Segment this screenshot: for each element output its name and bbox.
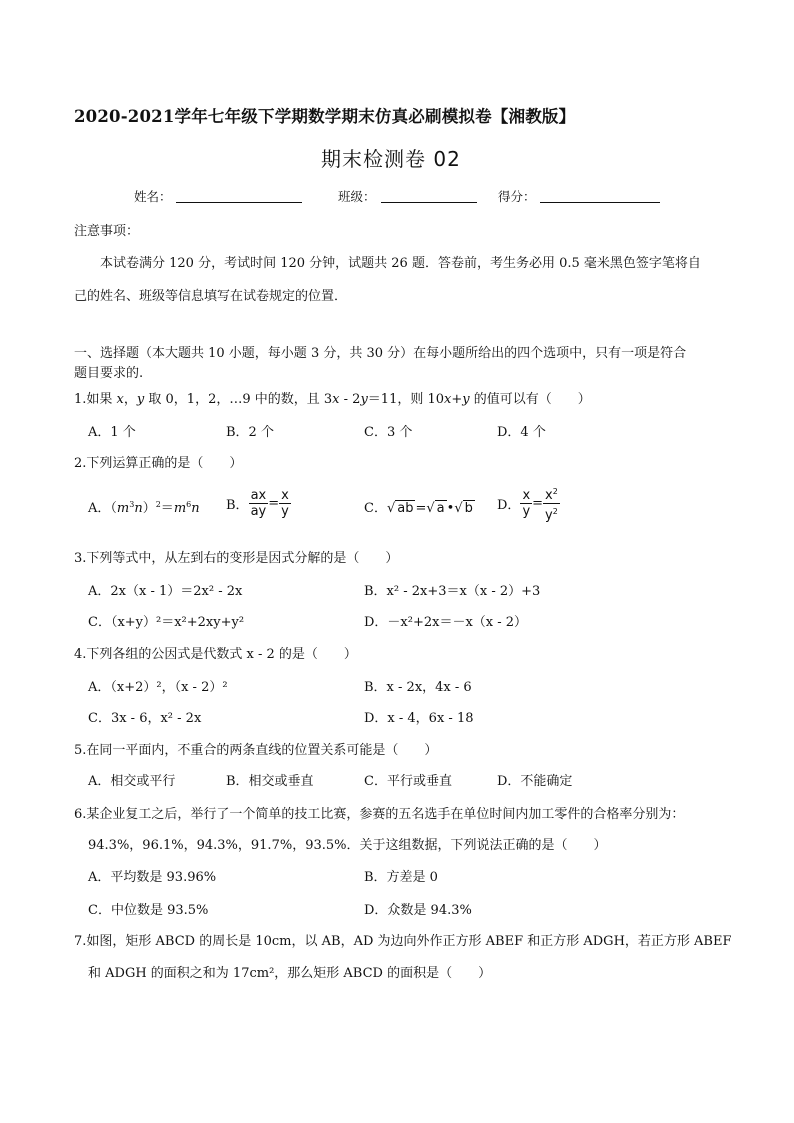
q3-stem: 3.下列等式中，从左到右的变形是因式分解的是（ ） bbox=[74, 551, 399, 566]
q4-option-c[interactable]: C．3x - 6，x² - 2x bbox=[88, 711, 202, 726]
q3-option-c[interactable]: C．（x+y）²＝x²+2xy+y² bbox=[88, 615, 245, 630]
score-blank[interactable] bbox=[540, 202, 660, 203]
q1-stem: 1.如果 x，y 取 0，1，2，…9 中的数，且 3x - 2y＝11，则 10x+y 的值可以有（ ） bbox=[74, 392, 591, 407]
q1-option-c[interactable]: C．3 个 bbox=[364, 425, 413, 440]
q3-option-b[interactable]: B．x² - 2x+3＝x（x - 2）+3 bbox=[364, 584, 541, 599]
exam-subtitle: 期末检测卷 02 bbox=[321, 147, 461, 171]
q1-option-a[interactable]: A．1 个 bbox=[88, 425, 136, 440]
q2-stem: 2.下列运算正确的是（ ） bbox=[74, 456, 243, 471]
section1-line-1: 一、选择题（本大题共 10 小题，每小题 3 分，共 30 分）在每小题所给出的四个选项中，只有一项是符合 bbox=[74, 346, 687, 361]
notes-heading: 注意事项： bbox=[74, 224, 140, 239]
q6-stem-line-1: 6.某企业复工之后，举行了一个简单的技工比赛，参赛的五名选手在单位时间内加工零件的合格率分别为： bbox=[74, 807, 685, 822]
sqrt-symbol: √ b bbox=[454, 501, 473, 516]
q6-stem-line-2: 94.3%，96.1%，94.3%，91.7%，93.5%．关于这组数据，下列说法正确的是（ ） bbox=[88, 838, 607, 853]
q6-option-c[interactable]: C．中位数是 93.5% bbox=[88, 903, 209, 918]
q4-option-d[interactable]: D．x - 4，6x - 18 bbox=[364, 711, 474, 726]
q5-option-c[interactable]: C．平行或垂直 bbox=[364, 774, 452, 789]
name-blank[interactable] bbox=[176, 202, 302, 203]
q5-stem: 5.在同一平面内，不重合的两条直线的位置关系可能是（ ） bbox=[74, 743, 438, 758]
q2-option-d[interactable]: D． $\frac{x}{y}$ = $\frac{x^2}{y^2}$ bbox=[497, 484, 560, 523]
class-blank[interactable] bbox=[381, 202, 477, 203]
fraction: $\frac{x^2}{y^2}$ bbox=[543, 484, 560, 523]
notes-line-1: 本试卷满分 120 分，考试时间 120 分钟，试题共 26 题．答卷前，考生务必用 0.5 毫米黑色签字笔将自 bbox=[100, 256, 701, 271]
q4-option-a[interactable]: A．（x+2）²，（x - 2）² bbox=[88, 680, 228, 695]
score-label: 得分： bbox=[498, 189, 536, 204]
q2-option-b[interactable]: B． $\frac{ax}{ay}$ = $\frac{x}{y}$ bbox=[226, 488, 289, 519]
q6-option-d[interactable]: D．众数是 94.3% bbox=[364, 903, 472, 918]
notes-line-2: 己的姓名、班级等信息填写在试卷规定的位置． bbox=[74, 289, 348, 304]
section1-line-2: 题目要求的. bbox=[74, 366, 144, 381]
fraction: $\frac{ax}{ay}$ bbox=[250, 488, 267, 519]
fraction: $\frac{x}{y}$ bbox=[522, 488, 531, 519]
name-label: 姓名： bbox=[134, 189, 172, 204]
q2-option-c[interactable]: C．√ ab =√ a •√ b bbox=[364, 501, 473, 516]
q6-option-b[interactable]: B．方差是 0 bbox=[364, 870, 438, 885]
q7-stem-line-2: 和 ADGH 的面积之和为 17cm²，那么矩形 ABCD 的面积是（ ） bbox=[88, 966, 492, 981]
q7-stem-line-1: 7.如图，矩形 ABCD 的周长是 10cm，以 AB，AD 为边向外作正方形 ABEF 和正方形 ADGH，若正方形 ABEF bbox=[74, 934, 732, 949]
exam-title: 2020-2021学年七年级下学期数学期末仿真必刷模拟卷【湘教版】 bbox=[74, 107, 576, 126]
sqrt-symbol: √ a bbox=[426, 501, 445, 516]
q3-option-a[interactable]: A．2x（x - 1）＝2x² - 2x bbox=[88, 584, 243, 599]
q4-option-b[interactable]: B．x - 2x，4x - 6 bbox=[364, 680, 472, 695]
class-label: 班级： bbox=[338, 189, 376, 204]
q3-option-d[interactable]: D．－x²+2x＝－x（x - 2） bbox=[364, 615, 528, 630]
q5-option-a[interactable]: A．相交或平行 bbox=[88, 774, 176, 789]
q2-option-a[interactable]: A．$(m^3n)^2=m^6n$ bbox=[88, 500, 200, 516]
sqrt-symbol: √ ab bbox=[386, 501, 414, 516]
q5-option-b[interactable]: B．相交或垂直 bbox=[226, 774, 314, 789]
q6-option-a[interactable]: A．平均数是 93.96% bbox=[88, 870, 217, 885]
q1-option-b[interactable]: B．2 个 bbox=[226, 425, 274, 440]
fraction: $\frac{x}{y}$ bbox=[281, 488, 289, 519]
q5-option-d[interactable]: D．不能确定 bbox=[497, 774, 573, 789]
q4-stem: 4.下列各组的公因式是代数式 x - 2 的是（ ） bbox=[74, 647, 357, 662]
q1-option-d[interactable]: D．4 个 bbox=[497, 425, 546, 440]
